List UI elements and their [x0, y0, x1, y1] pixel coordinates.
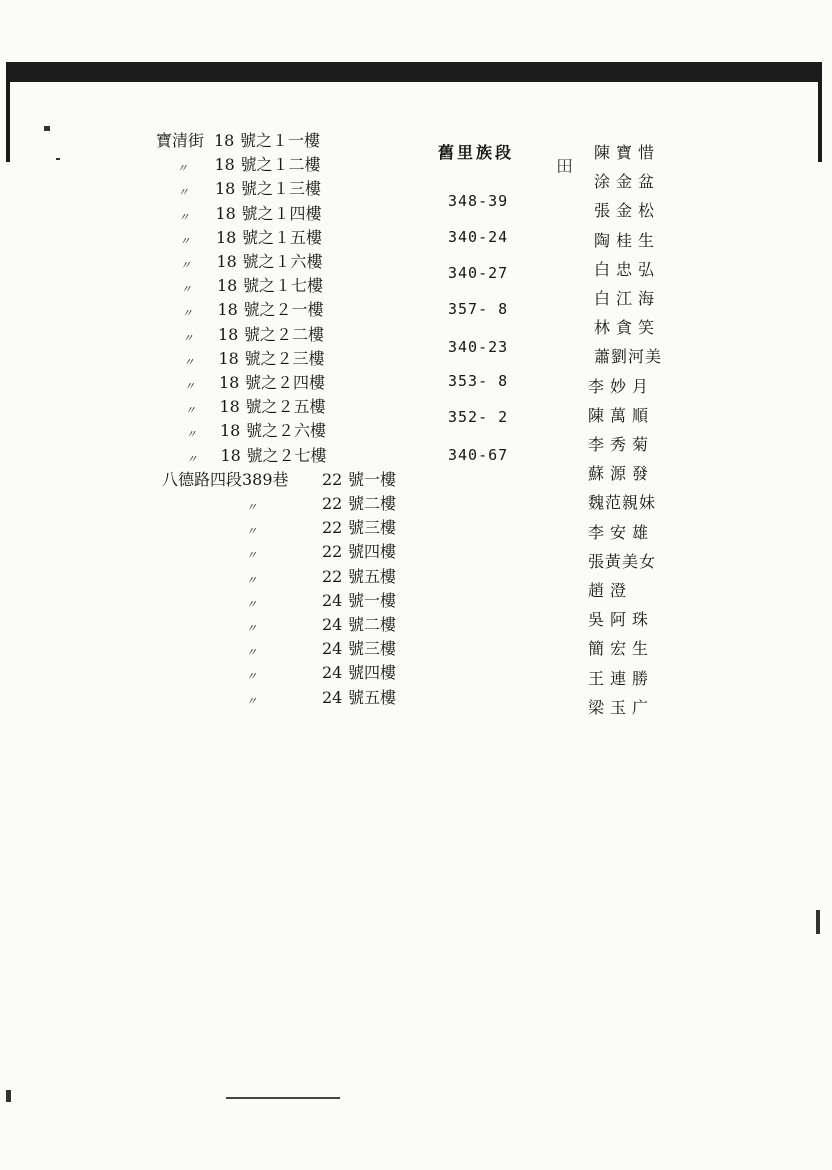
unit-floor: 號之２四樓: [245, 373, 326, 392]
house-number: 22: [322, 566, 343, 586]
unit-floor: 號之２六樓: [246, 421, 327, 441]
ditto-mark: 〃: [180, 283, 192, 297]
house-number: 18: [217, 276, 238, 296]
unit-floor: 號之２五樓: [245, 397, 326, 417]
owner-name: 白江海: [594, 289, 661, 308]
scan-speck: [44, 126, 50, 131]
ditto-mark: 〃: [246, 501, 257, 514]
street-name: 寶清街: [156, 131, 205, 150]
ditto-mark: 〃: [184, 404, 196, 418]
street-name: 八德路四段389巷: [162, 469, 289, 489]
house-number: 18: [219, 397, 240, 417]
house-number: 18: [220, 445, 241, 465]
unit-floor: 號之２二樓: [244, 324, 325, 344]
ditto-mark: 〃: [185, 428, 197, 442]
unit-floor: 號之１五樓: [242, 227, 323, 247]
house-number: 18: [216, 227, 237, 247]
unit-floor: 號之１四樓: [241, 203, 322, 223]
house-number: 24: [322, 663, 343, 683]
owner-name: 陳寶惜: [594, 143, 661, 162]
owner-name: 簡宏生: [588, 639, 655, 659]
house-number: 18: [214, 131, 235, 150]
owner-name: 梁玉广: [588, 697, 655, 717]
owner-name: 林貪笑: [594, 318, 661, 338]
owner-name: 白忠弘: [594, 259, 661, 279]
owner-name: 張黃美女: [588, 551, 657, 571]
owner-name: 趙澄: [588, 581, 633, 600]
ditto-mark: 〃: [179, 234, 191, 248]
ditto-mark: 〃: [176, 162, 188, 176]
ditto-mark: 〃: [246, 622, 257, 635]
ditto-mark: 〃: [246, 694, 257, 708]
ditto-mark: 〃: [246, 646, 257, 660]
unit-floor: 號之１三樓: [241, 179, 322, 199]
unit-floor: 號四樓: [348, 542, 397, 562]
house-number: 18: [214, 155, 235, 175]
house-number: 22: [322, 518, 343, 538]
ditto-mark: 〃: [181, 307, 193, 321]
scan-top-border: [6, 62, 822, 82]
unit-floor: 號之１一樓: [240, 131, 321, 150]
ditto-mark: 〃: [177, 186, 189, 200]
scan-speck: [816, 910, 820, 934]
owner-name: 蕭劉河美: [594, 347, 663, 367]
unit-floor: 號之２一樓: [243, 300, 324, 320]
column-header: 舊里族段: [438, 143, 515, 162]
ditto-mark: 〃: [182, 331, 194, 345]
unit-floor: 號之２三樓: [244, 348, 325, 368]
house-number: 18: [218, 324, 239, 344]
house-number: 18: [217, 300, 238, 320]
ditto-mark: 〃: [184, 380, 195, 393]
scan-bottom-line: [226, 1097, 340, 1099]
house-number: 18: [215, 203, 236, 223]
ditto-mark: 〃: [246, 670, 257, 684]
ditto-mark: 〃: [246, 573, 257, 587]
ditto-mark: 〃: [246, 597, 257, 611]
owner-name: 蘇源發: [588, 464, 655, 484]
owner-name: 涂金盆: [594, 172, 661, 192]
owner-name: 李妙月: [588, 376, 655, 396]
lot-number: 340-23: [448, 338, 509, 356]
house-number: 18: [219, 373, 240, 392]
unit-floor: 號四樓: [348, 663, 397, 683]
unit-floor: 號一樓: [348, 590, 397, 610]
owner-name: 李秀菊: [588, 435, 655, 454]
house-number: 22: [322, 542, 343, 562]
owner-name: 李安雄: [588, 522, 655, 542]
house-number: 22: [322, 469, 343, 489]
house-number: 24: [322, 687, 343, 707]
scan-left-border: [6, 62, 10, 162]
owner-name: 張金松: [594, 201, 661, 221]
ditto-mark: 〃: [178, 210, 190, 224]
ditto-mark: 〃: [246, 525, 257, 539]
unit-floor: 號五樓: [348, 566, 397, 586]
owner-name: 吳阿珠: [588, 610, 655, 630]
unit-floor: 號二樓: [348, 494, 397, 513]
house-number: 24: [322, 639, 343, 659]
lot-number: 348-39: [448, 192, 509, 210]
owner-name: 王連勝: [588, 668, 655, 688]
house-number: 18: [216, 252, 237, 271]
header-mark: 田: [556, 157, 575, 177]
ditto-mark: 〃: [180, 259, 191, 272]
unit-floor: 號之２七樓: [246, 445, 327, 465]
house-number: 18: [218, 348, 239, 368]
unit-floor: 號之１七樓: [243, 276, 324, 296]
owner-name: 魏范親妹: [588, 493, 657, 513]
unit-floor: 號之１六樓: [242, 252, 323, 271]
ditto-mark: 〃: [186, 452, 198, 466]
unit-floor: 號三樓: [348, 518, 397, 538]
house-number: 18: [215, 179, 236, 199]
lot-number: 340-24: [448, 228, 509, 246]
scan-speck: [6, 1090, 11, 1102]
house-number: 24: [322, 590, 343, 610]
scan-right-border: [818, 62, 822, 162]
lot-number: 340-67: [448, 446, 509, 464]
ditto-mark: 〃: [183, 355, 195, 369]
scan-speck: [56, 158, 60, 160]
house-number: 22: [322, 494, 343, 513]
unit-floor: 號二樓: [348, 615, 397, 634]
house-number: 24: [322, 615, 343, 634]
unit-floor: 號一樓: [348, 469, 397, 489]
lot-number: 357- 8: [448, 300, 509, 318]
lot-number: 340-27: [448, 264, 509, 282]
owner-name: 陶桂生: [594, 230, 661, 250]
lot-number: 352- 2: [448, 408, 509, 426]
unit-floor: 號之１二樓: [240, 155, 321, 175]
unit-floor: 號三樓: [348, 639, 397, 659]
unit-floor: 號五樓: [348, 687, 397, 707]
house-number: 18: [220, 421, 241, 441]
owner-name: 陳萬順: [588, 405, 655, 425]
ditto-mark: 〃: [246, 549, 257, 563]
lot-number: 353- 8: [448, 372, 509, 390]
